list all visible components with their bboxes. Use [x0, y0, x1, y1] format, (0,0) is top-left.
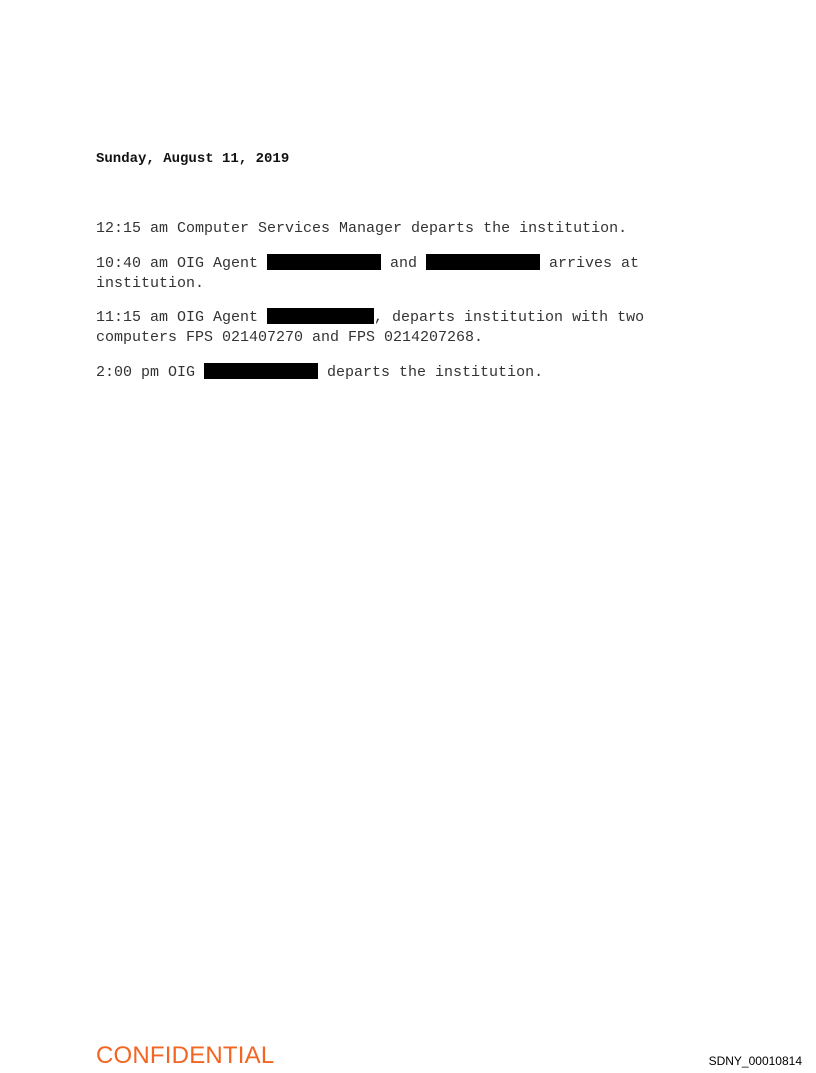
entry-text: and: [381, 255, 427, 272]
bates-number: SDNY_00010814: [708, 1054, 802, 1068]
entry-text: arrives at: [540, 255, 640, 272]
entry-text: 12:15 am Computer Services Manager departs the institution.: [96, 220, 628, 237]
redaction-block: [426, 254, 540, 270]
log-entry: [96, 363, 543, 383]
entry-text: institution.: [96, 275, 205, 292]
confidential-label: CONFIDENTIAL: [96, 1042, 275, 1069]
log-entry: [96, 219, 627, 239]
entry-text: computers FPS 021407270 and FPS 0214207268.: [96, 329, 484, 346]
date-heading: Sunday, August 11, 2019: [96, 151, 290, 167]
entry-text: 11:15 am OIG Agent: [96, 309, 268, 326]
entry-text: 10:40 am OIG Agent: [96, 255, 268, 272]
redaction-block: [204, 363, 318, 379]
log-entry: [96, 254, 639, 294]
entry-text: 2:00 pm OIG: [96, 364, 205, 381]
redaction-block: [267, 308, 374, 324]
log-entry: [96, 308, 644, 348]
redaction-block: [267, 254, 381, 270]
entry-text: departs the institution.: [318, 364, 544, 381]
entry-text: , departs institution with two: [374, 309, 645, 326]
